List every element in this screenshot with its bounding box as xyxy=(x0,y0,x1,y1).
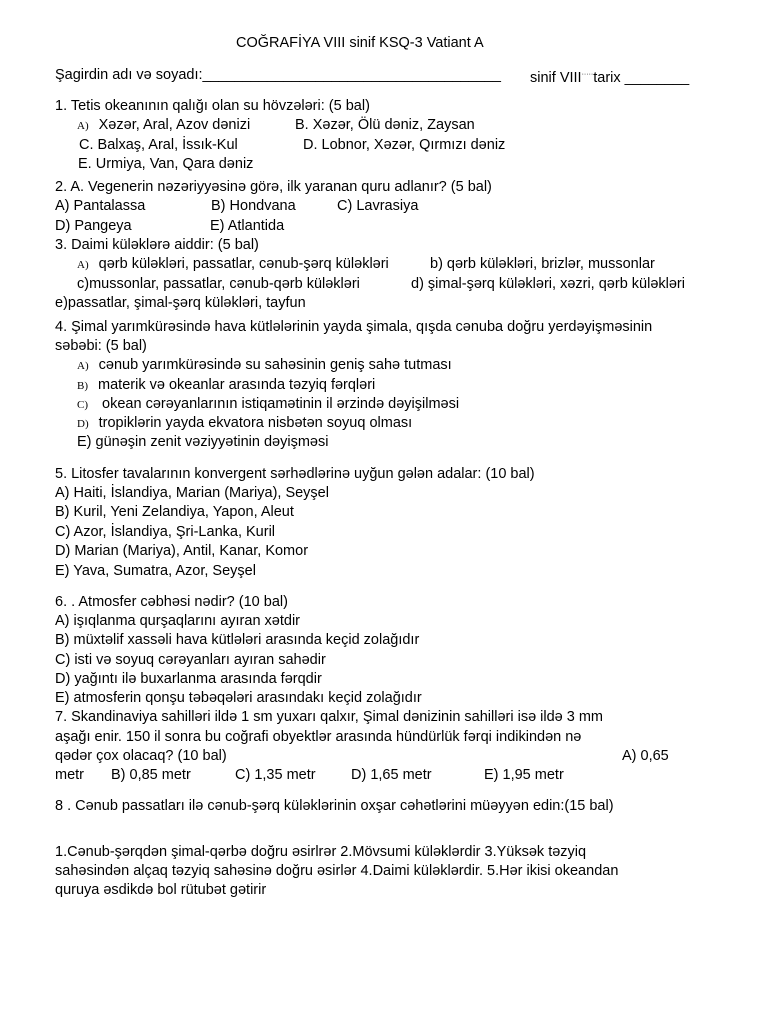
option-letter: D) xyxy=(77,418,89,430)
question-1-option-e: E. Urmiya, Van, Qara dəniz xyxy=(78,156,254,172)
question-2-option-e: E) Atlantida xyxy=(210,218,285,234)
question-8-answer-line3: quruya əsdikdə bol rütubət gətirir xyxy=(55,882,267,898)
student-name-label: Şagirdin adı və soyadı:_____________________________________ xyxy=(55,67,501,83)
question-8-answer-line2: sahəsindən alçaq təzyiq sahəsinə doğru əsirlər 4.Daimi küləklərdir. 5.Hər ikisi okeandan xyxy=(55,863,619,879)
question-6-option-b: B) müxtəlif xassəli hava kütlələri arasında keçid zolağıdır xyxy=(55,632,420,648)
question-3-text: 3. Daimi küləklərə aiddir: (5 bal) xyxy=(55,237,259,253)
question-7-option-e: E) 1,95 metr xyxy=(484,767,564,783)
question-6-option-d: D) yağıntı ilə buxarlanma arasında fərqdir xyxy=(55,671,322,687)
question-2-option-a: A) Pantalassa xyxy=(55,198,146,214)
question-6-option-e: E) atmosferin qonşu təbəqələri arasındakı keçid zolağıdır xyxy=(55,690,422,706)
question-1-option-c: C. Balxaş, Aral, İssık-Kul xyxy=(79,137,238,153)
class-date-label xyxy=(530,66,689,87)
question-1-text: 1. Tetis okeanının qalığı olan su hövzələri: (5 bal) xyxy=(55,98,370,114)
question-5-option-a: A) Haiti, İslandiya, Marian (Mariya), Seyşel xyxy=(55,485,329,501)
option-letter: A) xyxy=(77,360,89,372)
class-label: sinif VIII xyxy=(530,70,582,86)
question-4-text-line2: səbəbi: (5 bal) xyxy=(55,338,147,354)
question-3-option-e: e)passatlar, şimal-şərq küləkləri, tayfun xyxy=(55,295,306,311)
question-8-answer-line1: 1.Cənub-şərqdən şimal-qərbə doğru əsirlrər 2.Mövsumi küləklərdir 3.Yüksək təzyiq xyxy=(55,844,587,860)
question-6-option-a: A) işıqlanma qurşaqlarını ayıran xətdir xyxy=(55,613,300,629)
question-5-option-b: B) Kuril, Yeni Zelandiya, Yapon, Aleut xyxy=(55,504,294,520)
question-5-option-e: E) Yava, Sumatra, Azor, Seyşel xyxy=(55,563,256,579)
question-4-option-a xyxy=(77,356,452,375)
question-4-option-d xyxy=(77,414,412,433)
page-title: COĞRAFİYA VIII sinif KSQ-3 Vatiant A xyxy=(236,35,484,51)
option-text: okean cərəyanlarının istiqamətinin il ərzində dəyişilməsi xyxy=(102,396,460,412)
question-1-option-d: D. Lobnor, Xəzər, Qırmızı dəniz xyxy=(303,137,506,153)
question-2-text: 2. A. Vegenerin nəzəriyyəsinə görə, ilk yaranan quru adlanır? (5 bal) xyxy=(55,179,492,195)
question-4-option-b xyxy=(77,376,375,395)
question-2-option-d: D) Pangeya xyxy=(55,218,132,234)
question-2-option-c: C) Lavrasiya xyxy=(337,198,419,214)
question-7-option-d: D) 1,65 metr xyxy=(351,767,432,783)
question-6-text: 6. . Atmosfer cəbhəsi nədir? (10 bal) xyxy=(55,594,288,610)
option-letter: B) xyxy=(77,380,88,392)
option-text: cənub yarımkürəsində su sahəsinin geniş sahə tutması xyxy=(98,357,452,373)
question-8-text: 8 . Cənub passatları ilə cənub-şərq küləklərinin oxşar cəhətlərini müəyyən edin:(15 bal) xyxy=(55,798,614,814)
question-5-option-c: C) Azor, İslandiya, Şri-Lanka, Kuril xyxy=(55,524,276,540)
question-7-text-line1: 7. Skandinaviya sahilləri ildə 1 sm yuxarı qalxır, Şimal dənizinin sahilləri isə ildə 3 mm xyxy=(55,709,604,725)
question-7-text-line3: qədər çox olacaq? (10 bal) xyxy=(55,748,227,764)
question-1-option-a xyxy=(77,116,250,135)
question-3-option-b: b) qərb küləkləri, brizlər, mussonlar xyxy=(430,256,655,272)
option-text: materik və okeanlar arasında təzyiq fərqləri xyxy=(98,377,376,393)
question-1-option-b: B. Xəzər, Ölü dəniz, Zaysan xyxy=(295,117,475,133)
option-text: qərb küləkləri, passatlar, cənub-şərq küləkləri xyxy=(98,256,389,272)
question-3-option-a xyxy=(77,255,389,274)
option-text: tropiklərin yayda ekvatora nisbətən soyuq olması xyxy=(98,415,413,431)
date-label: tarix ________ xyxy=(593,70,690,86)
option-text: Xəzər, Aral, Azov dənizi xyxy=(98,117,251,133)
question-2-option-b: B) Hondvana xyxy=(211,198,296,214)
option-letter: A) xyxy=(77,120,89,132)
question-7-option-a-unit: metr xyxy=(55,767,84,783)
question-5-option-d: D) Marian (Mariya), Antil, Kanar, Komor xyxy=(55,543,309,559)
question-4-option-e: E) günəşin zenit vəziyyətinin dəyişməsi xyxy=(77,434,329,450)
question-3-option-d: d) şimal-şərq küləkləri, xəzri, qərb küləkləri xyxy=(411,276,685,292)
option-letter: A) xyxy=(77,259,89,271)
question-6-option-c: C) isti və soyuq cərəyanları ayıran sahədir xyxy=(55,652,326,668)
question-4-option-c xyxy=(77,395,459,414)
class-dots: ····· xyxy=(581,71,594,78)
question-7-option-c: C) 1,35 metr xyxy=(235,767,316,783)
question-5-text: 5. Litosfer tavalarının konvergent sərhədlərinə uyğun gələn adalar: (10 bal) xyxy=(55,466,535,482)
question-7-option-b: B) 0,85 metr xyxy=(111,767,191,783)
question-3-option-c: c)mussonlar, passatlar, cənub-qərb küləkləri xyxy=(77,276,360,292)
question-7-text-line2: aşağı enir. 150 il sonra bu coğrafi obyektlər arasında hündürlük fərqi indikindən nə xyxy=(55,729,582,745)
option-letter: C) xyxy=(77,399,88,411)
question-4-text-line1: 4. Şimal yarımkürəsində hava kütlələrinin yayda şimala, qışda cənuba doğru yerdəyişməsinin xyxy=(55,319,653,335)
question-7-option-a: A) 0,65 xyxy=(622,748,669,764)
